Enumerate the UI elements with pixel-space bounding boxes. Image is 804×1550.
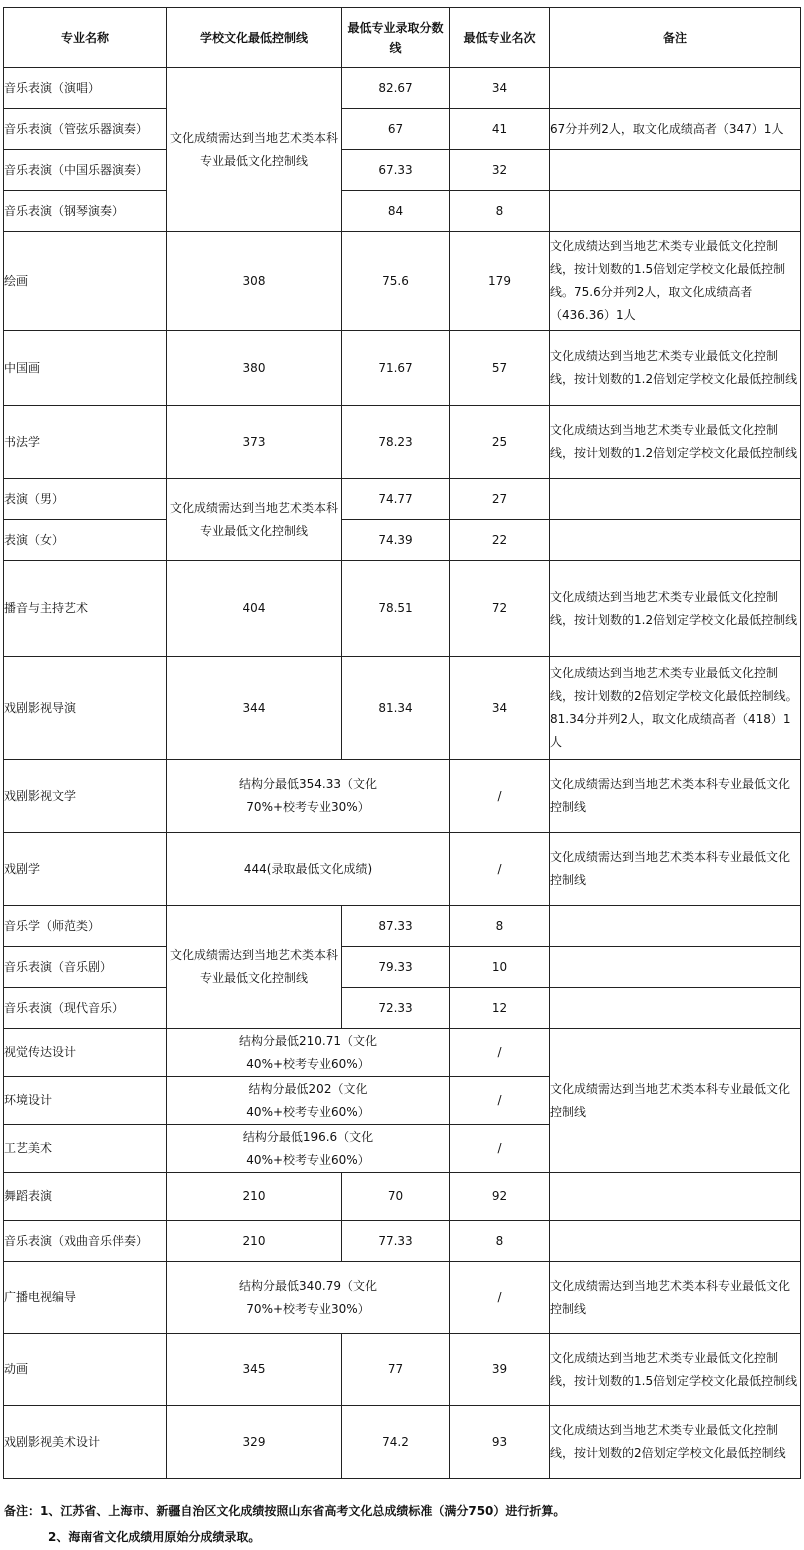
table-row [4, 406, 801, 479]
major-name: 工艺美术 [4, 1125, 167, 1173]
rank: / [450, 833, 550, 906]
header-note: 备注 [550, 8, 801, 68]
structure-score: 结构分最低340.79（文化70%+校考专业30%） [167, 1262, 450, 1334]
major-name: 音乐表演（中国乐器演奏） [4, 150, 167, 191]
table-row [4, 988, 801, 1029]
score: 78.23 [342, 406, 450, 479]
note [550, 947, 801, 988]
score: 82.67 [342, 68, 450, 109]
culture-line: 380 [167, 331, 342, 406]
rank: / [450, 760, 550, 833]
structure-score: 结构分最低196.6（文化40%+校考专业60%） [167, 1125, 450, 1173]
table-row [4, 1406, 801, 1479]
major-name: 音乐表演（演唱） [4, 68, 167, 109]
note: 文化成绩达到当地艺术类专业最低文化控制线，按计划数的1.2倍划定学校文化最低控制线 [550, 331, 801, 406]
score: 74.2 [342, 1406, 450, 1479]
rank: / [450, 1077, 550, 1125]
note: 文化成绩达到当地艺术类专业最低文化控制线，按计划数的1.2倍划定学校文化最低控制线 [550, 406, 801, 479]
table-row [4, 1262, 801, 1334]
major-name: 戏剧影视美术设计 [4, 1406, 167, 1479]
culture-line: 308 [167, 232, 342, 331]
major-name: 音乐表演（戏曲音乐伴奏） [4, 1221, 167, 1262]
rank: 179 [450, 232, 550, 331]
note: 67分并列2人，取文化成绩高者（347）1人 [550, 109, 801, 150]
rank: 93 [450, 1406, 550, 1479]
culture-line: 404 [167, 561, 342, 657]
table-row [4, 1029, 801, 1077]
rank: 8 [450, 906, 550, 947]
rank: / [450, 1125, 550, 1173]
rank: 34 [450, 68, 550, 109]
note [550, 906, 801, 947]
score: 67 [342, 109, 450, 150]
table-row [4, 906, 801, 947]
footer-note-1: 备注：1、江苏省、上海市、新疆自治区文化成绩按照山东省高考文化总成绩标准（满分750）进行折算。 [4, 1504, 566, 1518]
rank: / [450, 1029, 550, 1077]
header-name: 专业名称 [4, 8, 167, 68]
table-row [4, 561, 801, 657]
rank: 32 [450, 150, 550, 191]
score: 67.33 [342, 150, 450, 191]
note [550, 150, 801, 191]
major-name: 音乐表演（钢琴演奏） [4, 191, 167, 232]
rank: 10 [450, 947, 550, 988]
rank: 72 [450, 561, 550, 657]
note: 文化成绩达到当地艺术类专业最低文化控制线，按计划数的2倍划定学校文化最低控制线。81.34分并列2人，取文化成绩高者（418）1人 [550, 657, 801, 760]
major-name: 舞蹈表演 [4, 1173, 167, 1221]
rank: 57 [450, 331, 550, 406]
culture-line: 210 [167, 1221, 342, 1262]
major-name: 播音与主持艺术 [4, 561, 167, 657]
major-name: 表演（男） [4, 479, 167, 520]
culture-line: 329 [167, 1406, 342, 1479]
table-row [4, 150, 801, 191]
header-culture: 学校文化最低控制线 [167, 8, 342, 68]
footer-notes [4, 1498, 565, 1550]
score: 78.51 [342, 561, 450, 657]
table-row [4, 1173, 801, 1221]
rank: 27 [450, 479, 550, 520]
score: 74.77 [342, 479, 450, 520]
footer-note-2: 2、海南省文化成绩用原始分成绩录取。 [48, 1530, 261, 1544]
rank: 8 [450, 191, 550, 232]
major-name: 表演（女） [4, 520, 167, 561]
score: 71.67 [342, 331, 450, 406]
score: 87.33 [342, 906, 450, 947]
table-row [4, 833, 801, 906]
admission-table [3, 7, 801, 1479]
table-row [4, 331, 801, 406]
culture-line: 345 [167, 1334, 342, 1406]
major-name: 戏剧学 [4, 833, 167, 906]
note: 文化成绩达到当地艺术类专业最低文化控制线，按计划数的2倍划定学校文化最低控制线 [550, 1406, 801, 1479]
note: 文化成绩需达到当地艺术类本科专业最低文化控制线 [550, 1262, 801, 1334]
table-row [4, 232, 801, 331]
structure-score: 444(录取最低文化成绩) [167, 833, 450, 906]
note: 文化成绩需达到当地艺术类本科专业最低文化控制线 [550, 833, 801, 906]
header-row [4, 8, 801, 68]
note [550, 479, 801, 520]
structure-score: 结构分最低354.33（文化70%+校考专业30%） [167, 760, 450, 833]
table-row [4, 191, 801, 232]
table-row [4, 520, 801, 561]
major-name: 动画 [4, 1334, 167, 1406]
score: 84 [342, 191, 450, 232]
score: 74.39 [342, 520, 450, 561]
score: 75.6 [342, 232, 450, 331]
rank: 34 [450, 657, 550, 760]
structure-score: 结构分最低202（文化40%+校考专业60%） [167, 1077, 450, 1125]
major-name: 广播电视编导 [4, 1262, 167, 1334]
table-row [4, 1334, 801, 1406]
header-score: 最低专业录取分数线 [342, 8, 450, 68]
rank: 25 [450, 406, 550, 479]
major-name: 音乐表演（管弦乐器演奏） [4, 109, 167, 150]
note [550, 1173, 801, 1221]
major-name: 书法学 [4, 406, 167, 479]
table-row [4, 760, 801, 833]
header-rank: 最低专业名次 [450, 8, 550, 68]
rank: 8 [450, 1221, 550, 1262]
table-row [4, 1221, 801, 1262]
rank: 39 [450, 1334, 550, 1406]
table-row [4, 109, 801, 150]
note [550, 191, 801, 232]
major-name: 中国画 [4, 331, 167, 406]
culture-line: 344 [167, 657, 342, 760]
table-row [4, 657, 801, 760]
major-name: 音乐表演（现代音乐） [4, 988, 167, 1029]
culture-line: 373 [167, 406, 342, 479]
note: 文化成绩达到当地艺术类专业最低文化控制线，按计划数的1.5倍划定学校文化最低控制线。75.6分并列2人，取文化成绩高者（436.36）1人 [550, 232, 801, 331]
score: 77.33 [342, 1221, 450, 1262]
rank: 92 [450, 1173, 550, 1221]
major-name: 环境设计 [4, 1077, 167, 1125]
rank: 12 [450, 988, 550, 1029]
note: 文化成绩达到当地艺术类专业最低文化控制线，按计划数的1.5倍划定学校文化最低控制线 [550, 1334, 801, 1406]
rank: / [450, 1262, 550, 1334]
table-row [4, 947, 801, 988]
major-name: 戏剧影视文学 [4, 760, 167, 833]
note [550, 988, 801, 1029]
culture-line: 文化成绩需达到当地艺术类本科专业最低文化控制线 [167, 906, 342, 1029]
score: 72.33 [342, 988, 450, 1029]
score: 81.34 [342, 657, 450, 760]
note [550, 520, 801, 561]
score: 70 [342, 1173, 450, 1221]
major-name: 绘画 [4, 232, 167, 331]
note [550, 1221, 801, 1262]
score: 77 [342, 1334, 450, 1406]
table-row [4, 68, 801, 109]
major-name: 音乐表演（音乐剧） [4, 947, 167, 988]
note: 文化成绩需达到当地艺术类本科专业最低文化控制线 [550, 760, 801, 833]
score: 79.33 [342, 947, 450, 988]
note [550, 68, 801, 109]
note: 文化成绩需达到当地艺术类本科专业最低文化控制线 [550, 1029, 801, 1173]
rank: 22 [450, 520, 550, 561]
culture-line: 文化成绩需达到当地艺术类本科专业最低文化控制线 [167, 68, 342, 232]
note: 文化成绩达到当地艺术类专业最低文化控制线，按计划数的1.2倍划定学校文化最低控制线 [550, 561, 801, 657]
table-row [4, 479, 801, 520]
major-name: 视觉传达设计 [4, 1029, 167, 1077]
culture-line: 文化成绩需达到当地艺术类本科专业最低文化控制线 [167, 479, 342, 561]
culture-line: 210 [167, 1173, 342, 1221]
rank: 41 [450, 109, 550, 150]
major-name: 戏剧影视导演 [4, 657, 167, 760]
major-name: 音乐学（师范类） [4, 906, 167, 947]
structure-score: 结构分最低210.71（文化40%+校考专业60%） [167, 1029, 450, 1077]
